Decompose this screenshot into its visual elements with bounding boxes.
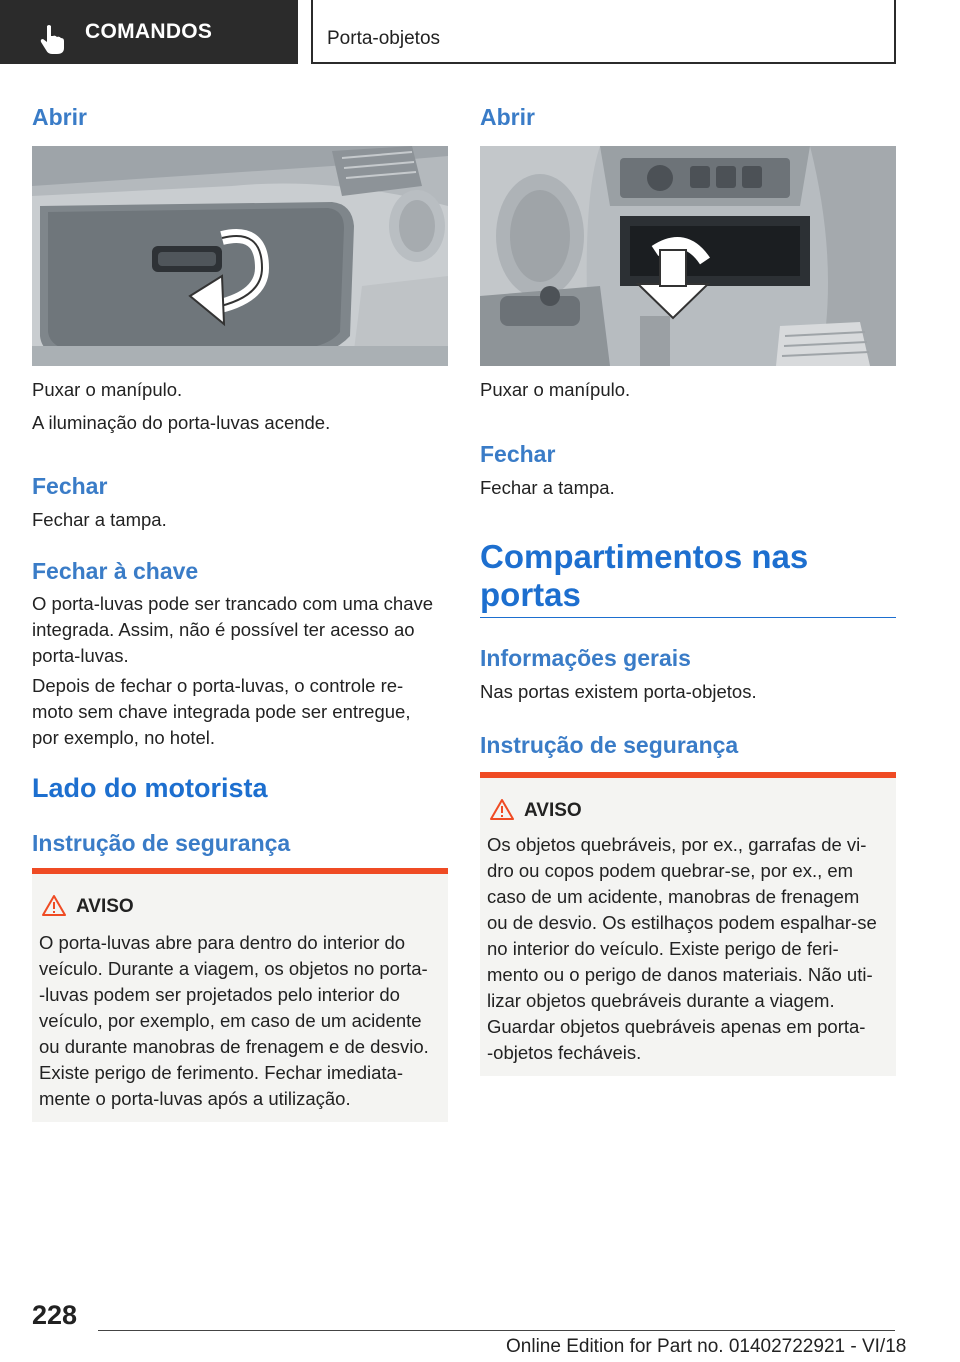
page-number: 228: [32, 1300, 78, 1330]
text-line: integrada. Assim, não é possível ter acesso ao: [32, 619, 415, 640]
text-line: caso de um acidente, manobras de frenagem: [487, 886, 860, 907]
general-info-heading: Informações gerais: [480, 645, 691, 671]
text-line: O porta-luvas pode ser trancado com uma chave: [32, 593, 434, 614]
text-line: Os objetos quebráveis, por ex., garrafas de vi-: [487, 834, 867, 855]
glovebox-photo: [32, 146, 448, 366]
lock-heading: Fechar à chave: [32, 558, 199, 584]
close-heading-left: Fechar: [32, 473, 108, 499]
page-title-box: [311, 0, 896, 64]
warning-triangle-icon: [490, 798, 514, 820]
glovebox-illustration: [32, 146, 448, 366]
section-tab: [0, 0, 298, 64]
heading-line: portas: [480, 576, 581, 613]
heading-rule: [480, 617, 896, 618]
text-line: mento ou o perigo de danos materiais. Não uti-: [487, 964, 873, 985]
open-text-2: A iluminação do porta-luvas acende.: [32, 412, 331, 433]
close-text-left: Fechar a tampa.: [32, 509, 167, 530]
text-line: porta-luvas.: [32, 645, 129, 666]
text-line: O porta-luvas abre para dentro do interior do: [39, 932, 406, 953]
text-line: ou de desvio. Os estilhaços podem espalhar-se: [487, 912, 877, 933]
general-info-text: Nas portas existem porta-objetos.: [480, 681, 757, 702]
warning-title: AVISO: [524, 800, 582, 821]
text-line: por exemplo, no hotel.: [32, 727, 216, 748]
text-line: veículo, por exemplo, em caso de um acidente: [39, 1010, 422, 1031]
driver-compartment-photo: [480, 146, 896, 366]
lock-text-1: [32, 591, 452, 669]
safety-heading-right: Instrução de segurança: [480, 732, 739, 758]
open-heading-left: Abrir: [32, 104, 87, 130]
section-label: COMANDOS: [85, 20, 213, 43]
text-line: lizar objetos quebráveis durante a viagem.: [487, 990, 835, 1011]
edition-text: Online Edition for Part no. 01402722921 - VI/18: [506, 1336, 907, 1357]
page-title: Porta-objetos: [327, 28, 441, 49]
heading-line: Compartimentos nas: [480, 538, 809, 575]
text-line: Existe perigo de ferimento. Fechar imediata-: [39, 1062, 404, 1083]
text-line: ou durante manobras de frenagem e de desvio.: [39, 1036, 429, 1057]
text-line: no interior do veículo. Existe perigo de feri-: [487, 938, 839, 959]
warning-text-left: [39, 930, 443, 1112]
text-line: -objetos fecháveis.: [487, 1042, 642, 1063]
warning-triangle-icon: [42, 894, 66, 916]
driver-compartment-illustration: [480, 146, 896, 366]
hand-pointer-icon: [40, 24, 66, 54]
text-line: Guardar objetos quebráveis apenas em porta-: [487, 1016, 866, 1037]
warning-title: AVISO: [76, 896, 134, 917]
text-line: -luvas podem ser projetados pelo interior do: [39, 984, 400, 1005]
footer-rule: [98, 1330, 895, 1331]
open-heading-right: Abrir: [480, 104, 535, 130]
compartments-heading: [480, 538, 808, 614]
close-heading-right: Fechar: [480, 441, 556, 467]
text-line: Depois de fechar o porta-luvas, o controle re-: [32, 675, 404, 696]
open-text-right: Puxar o manípulo.: [480, 379, 631, 400]
warning-text-right: [487, 832, 891, 1066]
open-text-1: Puxar o manípulo.: [32, 379, 183, 400]
lock-text-2: [32, 673, 452, 751]
text-line: dro ou copos podem quebrar-se, por ex., em: [487, 860, 854, 881]
driver-side-heading: Lado do motorista: [32, 773, 268, 803]
warning-box-right: [480, 772, 896, 1076]
text-line: veículo. Durante a viagem, os objetos no porta-: [39, 958, 428, 979]
close-text-right: Fechar a tampa.: [480, 477, 615, 498]
text-line: mente o porta-luvas após a utilização.: [39, 1088, 351, 1109]
text-line: moto sem chave integrada pode ser entregue,: [32, 701, 411, 722]
safety-heading-left: Instrução de segurança: [32, 830, 291, 856]
warning-box-left: [32, 868, 448, 1122]
